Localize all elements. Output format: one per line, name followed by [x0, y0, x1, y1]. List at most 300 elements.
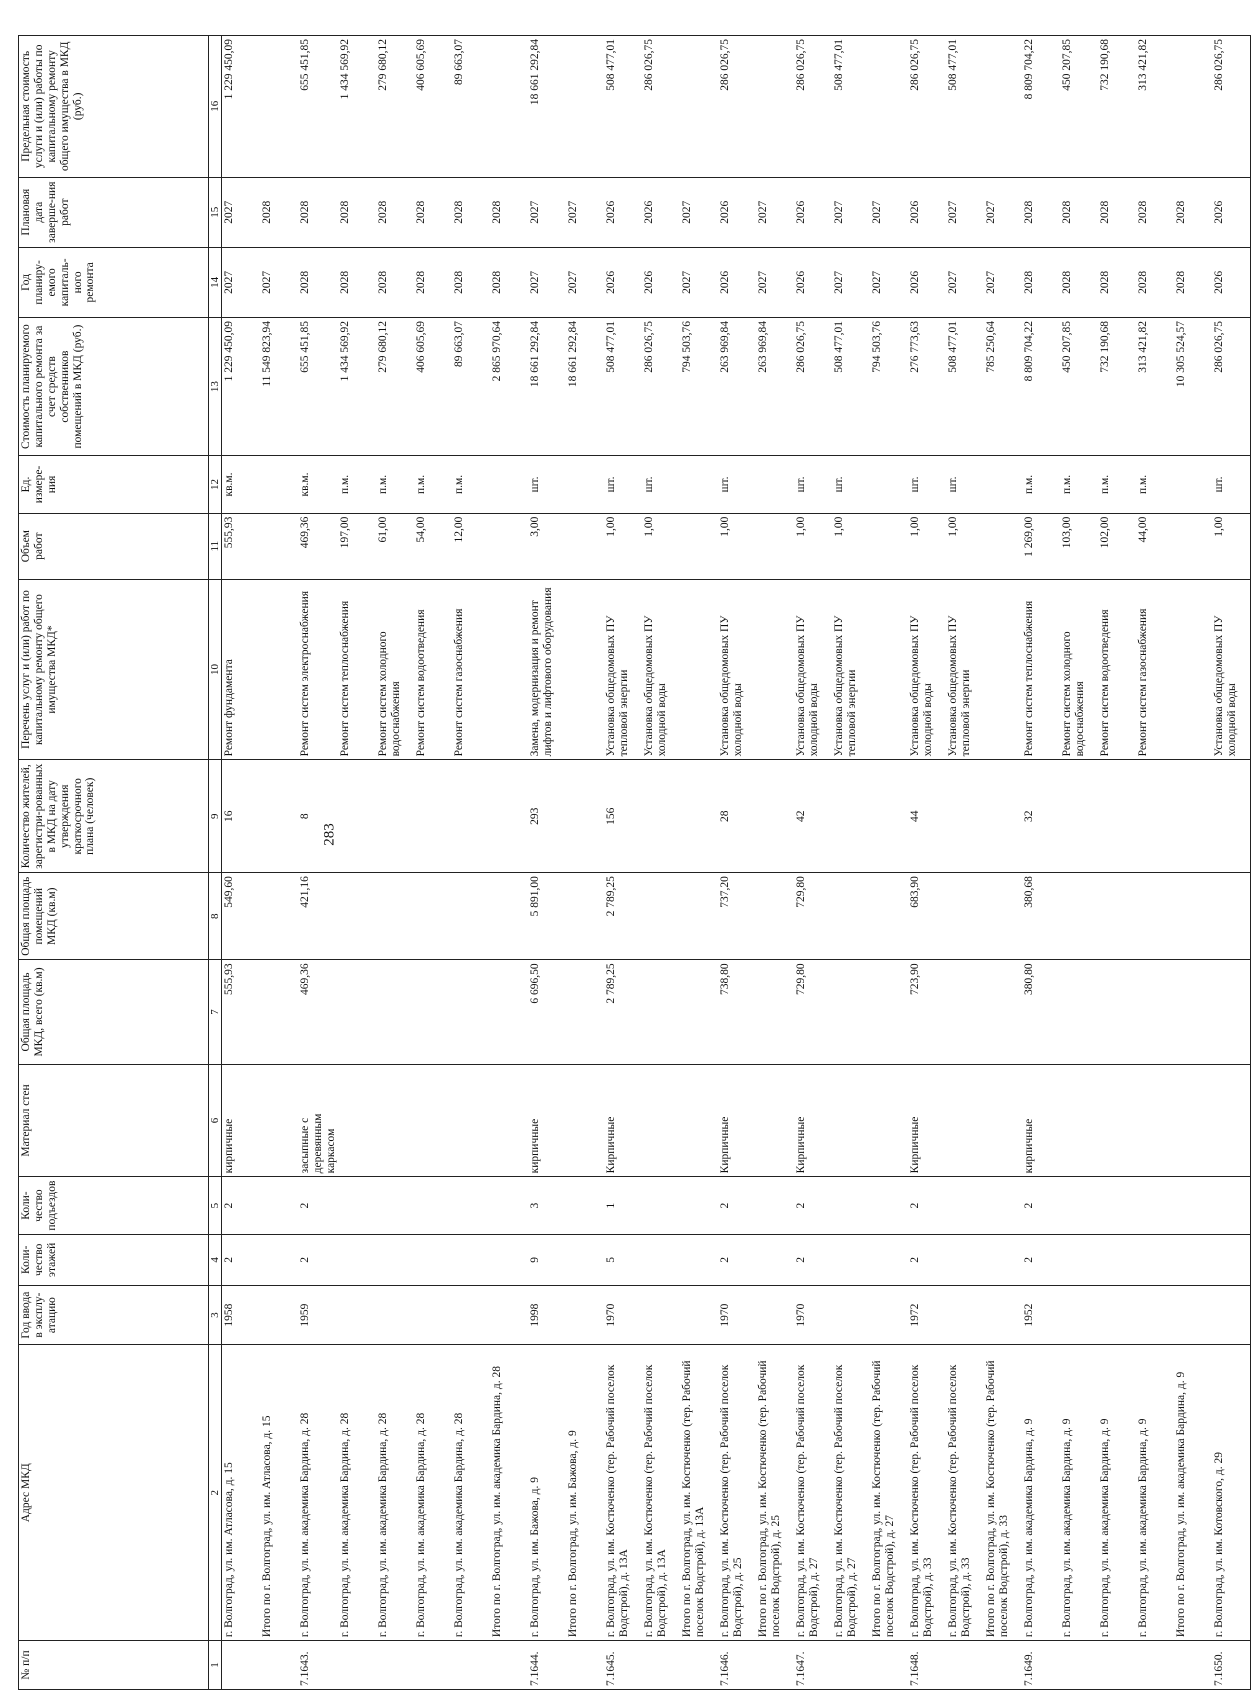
table-cell: [756, 1064, 794, 1177]
column-number-9: 9: [209, 760, 222, 873]
table-cell: 18 661 292,84: [528, 36, 566, 178]
table-cell: [680, 579, 718, 760]
table-cell: 2027: [566, 177, 604, 247]
table-cell: [338, 1234, 376, 1285]
table-cell: [1060, 1234, 1098, 1285]
table-cell: [756, 36, 794, 178]
column-header-6: Материал стен: [19, 1064, 209, 1177]
table-cell: Установка общедомовых ПУ холодной воды: [1212, 579, 1250, 760]
table-row: [1060, 36, 1098, 1690]
table-row: [298, 36, 339, 1690]
table-cell: [1212, 1234, 1250, 1285]
table-cell: [566, 1064, 604, 1177]
table-cell: [832, 1234, 870, 1285]
table-cell: 276 773,63: [908, 317, 946, 455]
table-cell: 2027: [870, 177, 908, 247]
table-cell: Итого по г. Волгоград, ул. им. Атласова, д. 15: [260, 1345, 298, 1641]
table-cell: [984, 513, 1022, 579]
table-cell: Итого по г. Волгоград, ул. им. академика Бардина, д. 9: [1174, 1345, 1212, 1641]
table-cell: 89 663,07: [452, 36, 490, 178]
table-cell: [376, 873, 414, 960]
table-cell: [566, 36, 604, 178]
table-cell: [376, 760, 414, 873]
table-cell: 794 503,76: [680, 317, 718, 455]
column-header-7: Общая площадь МКД, всего (кв.м): [19, 960, 209, 1064]
table-cell: 42: [794, 760, 832, 873]
table-cell: 380,68: [1022, 873, 1060, 960]
table-cell: 785 250,64: [984, 317, 1022, 455]
table-cell: 2: [718, 1234, 756, 1285]
table-cell: [870, 456, 908, 513]
table-cell: [946, 1177, 984, 1234]
column-header-4: Коли-чество этажей: [19, 1234, 209, 1285]
table-row: [338, 36, 376, 1690]
table-cell: г. Волгоград, ул. им. академика Бардина, д. 28: [338, 1345, 376, 1641]
table-cell: г. Волгоград, ул. им. академика Бардина, д. 28: [452, 1345, 490, 1641]
table-cell: Итого по г. Волгоград, ул. им. Костюченко (тер. Рабочий поселок Водстрой), д. 13А: [680, 1345, 718, 1641]
table-cell: [490, 1641, 528, 1690]
page-number: 283: [321, 823, 338, 846]
table-cell: Итого по г. Волгоград, ул. им. Костюченко (тер. Рабочий поселок Водстрой), д. 27: [870, 1345, 908, 1641]
table-cell: 8 809 704,22: [1022, 36, 1060, 178]
table-cell: [756, 579, 794, 760]
table-cell: 44,00: [1136, 513, 1174, 579]
capital-repair-table-wrapper: [18, 35, 1239, 1690]
table-cell: [870, 36, 908, 178]
table-cell: 2027: [528, 177, 566, 247]
table-cell: [376, 1064, 414, 1177]
column-number-row: [209, 36, 222, 1690]
table-cell: [680, 760, 718, 873]
table-cell: Установка общедомовых ПУ тепловой энергии: [832, 579, 870, 760]
table-cell: [452, 1285, 490, 1345]
table-cell: г. Волгоград, ул. им. академика Бардина, д. 9: [1098, 1345, 1136, 1641]
table-cell: [566, 1285, 604, 1345]
table-cell: [642, 1064, 680, 1177]
table-cell: [1060, 1641, 1098, 1690]
table-cell: 1,00: [1212, 513, 1250, 579]
table-cell: 313 421,82: [1136, 36, 1174, 178]
table-cell: [870, 760, 908, 873]
table-cell: [680, 1285, 718, 1345]
table-cell: 2028: [298, 247, 339, 317]
column-header-11: Объем работ: [19, 513, 209, 579]
table-cell: [832, 1285, 870, 1345]
column-number-13: 13: [209, 317, 222, 455]
table-cell: г. Волгоград, ул. им. Костюченко (тер. Рабочий поселок Водстрой), д. 33: [908, 1345, 946, 1641]
table-cell: 406 605,69: [414, 36, 452, 178]
table-cell: г. Волгоград, ул. им. академика Бардина, д. 28: [376, 1345, 414, 1641]
capital-repair-table: [18, 35, 1251, 1690]
table-cell: 1958: [222, 1285, 260, 1345]
table-cell: [946, 760, 984, 873]
table-cell: [756, 960, 794, 1064]
table-cell: г. Волгоград, ул. им. академика Бардина, д. 28: [298, 1345, 339, 1641]
table-cell: 2026: [794, 247, 832, 317]
table-cell: Кирпичные: [794, 1064, 832, 1177]
table-cell: [414, 1064, 452, 1177]
table-cell: [452, 1641, 490, 1690]
table-cell: [490, 873, 528, 960]
table-cell: [870, 873, 908, 960]
table-cell: [756, 1285, 794, 1345]
table-cell: 2027: [832, 177, 870, 247]
table-cell: 1959: [298, 1285, 339, 1345]
table-cell: 2: [222, 1234, 260, 1285]
table-row: [794, 36, 832, 1690]
table-cell: 2026: [1212, 177, 1250, 247]
table-cell: 508 477,01: [946, 36, 984, 178]
table-row: [946, 36, 984, 1690]
table-cell: 508 477,01: [604, 317, 642, 455]
table-cell: 2027: [756, 177, 794, 247]
table-cell: 2026: [642, 247, 680, 317]
table-cell: [946, 960, 984, 1064]
table-cell: Установка общедомовых ПУ холодной воды: [794, 579, 832, 760]
column-header-14: Год планиру-емого капиталь-ного ремонта: [19, 247, 209, 317]
table-cell: [832, 1177, 870, 1234]
header-row: [19, 36, 209, 1690]
column-header-13: Стоимость планируемого капитального ремонта за счет средств собственников помещений в МКД (руб.): [19, 317, 209, 455]
table-cell: 2028: [1098, 177, 1136, 247]
table-cell: Ремонт систем холодного водоснабжения: [376, 579, 414, 760]
table-cell: [680, 1641, 718, 1690]
table-cell: [452, 1177, 490, 1234]
table-cell: [490, 513, 528, 579]
table-cell: [1174, 579, 1212, 760]
table-cell: [756, 760, 794, 873]
table-cell: 286 026,75: [794, 36, 832, 178]
table-cell: 3,00: [528, 513, 566, 579]
table-cell: [870, 1177, 908, 1234]
table-cell: [566, 579, 604, 760]
table-cell: 313 421,82: [1136, 317, 1174, 455]
table-cell: [338, 1064, 376, 1177]
table-cell: 2027: [756, 247, 794, 317]
table-row: [604, 36, 642, 1690]
table-cell: шт.: [718, 456, 756, 513]
table-cell: 6 696,50: [528, 960, 566, 1064]
table-cell: кирпичные: [528, 1064, 566, 1177]
table-cell: 1970: [604, 1285, 642, 1345]
table-cell: 732 190,68: [1098, 317, 1136, 455]
table-cell: [756, 873, 794, 960]
table-cell: [946, 1234, 984, 1285]
column-number-6: 6: [209, 1064, 222, 1177]
table-cell: [222, 1641, 260, 1690]
table-cell: [756, 456, 794, 513]
table-cell: 1,00: [908, 513, 946, 579]
table-cell: [756, 1234, 794, 1285]
table-cell: кирпичные: [1022, 1064, 1060, 1177]
table-cell: 2: [908, 1234, 946, 1285]
table-cell: шт.: [642, 456, 680, 513]
table-cell: [1212, 1064, 1250, 1177]
table-cell: [490, 760, 528, 873]
table-cell: [566, 873, 604, 960]
table-row: [490, 36, 528, 1690]
table-cell: 2027: [870, 247, 908, 317]
table-cell: [1174, 1064, 1212, 1177]
table-cell: 2027: [984, 177, 1022, 247]
table-cell: [260, 1064, 298, 1177]
table-cell: [452, 873, 490, 960]
table-cell: 1,00: [946, 513, 984, 579]
table-cell: 1 229 450,09: [222, 36, 260, 178]
table-cell: г. Волгоград, ул. им. Котовского, д. 29: [1212, 1345, 1250, 1641]
table-cell: г. Волгоград, ул. им. Костюченко (тер. Рабочий поселок Водстрой), д. 13А: [642, 1345, 680, 1641]
table-cell: 655 451,85: [298, 317, 339, 455]
table-row: [908, 36, 946, 1690]
table-cell: шт.: [946, 456, 984, 513]
table-cell: Ремонт систем водоотведения: [1098, 579, 1136, 760]
table-cell: [756, 513, 794, 579]
table-cell: п.м.: [376, 456, 414, 513]
table-cell: 555,93: [222, 960, 260, 1064]
table-row: [222, 36, 260, 1690]
table-cell: 2028: [338, 247, 376, 317]
column-number-10: 10: [209, 579, 222, 760]
table-cell: 2: [908, 1177, 946, 1234]
table-cell: 2027: [984, 247, 1022, 317]
table-cell: [490, 456, 528, 513]
table-cell: [260, 513, 298, 579]
table-cell: 103,00: [1060, 513, 1098, 579]
table-cell: 28: [718, 760, 756, 873]
column-header-2: Адрес МКД: [19, 1345, 209, 1641]
table-cell: [642, 1234, 680, 1285]
table-cell: [338, 1177, 376, 1234]
table-cell: г. Волгоград, ул. им. Бажова, д. 9: [528, 1345, 566, 1641]
table-cell: [566, 456, 604, 513]
table-cell: [1098, 1064, 1136, 1177]
table-row: [718, 36, 756, 1690]
table-cell: [642, 760, 680, 873]
table-cell: 380,80: [1022, 960, 1060, 1064]
table-cell: [984, 760, 1022, 873]
table-cell: [1060, 1177, 1098, 1234]
table-cell: [680, 456, 718, 513]
table-cell: 293: [528, 760, 566, 873]
table-cell: [1212, 873, 1250, 960]
table-cell: [260, 1641, 298, 1690]
table-cell: 2: [298, 1234, 339, 1285]
table-cell: 508 477,01: [832, 36, 870, 178]
table-cell: 2026: [794, 177, 832, 247]
table-cell: [870, 1285, 908, 1345]
table-cell: [1136, 1234, 1174, 1285]
table-cell: г. Волгоград, ул. им. академика Бардина, д. 9: [1022, 1345, 1060, 1641]
table-cell: Ремонт систем теплоснабжения: [1022, 579, 1060, 760]
table-cell: [642, 1177, 680, 1234]
table-cell: 2028: [1136, 247, 1174, 317]
table-cell: [338, 1641, 376, 1690]
table-cell: 2026: [642, 177, 680, 247]
table-cell: 2028: [490, 247, 528, 317]
table-cell: [376, 960, 414, 1064]
table-cell: г. Волгоград, ул. им. Атласова, д. 15: [222, 1345, 260, 1641]
table-cell: Ремонт систем газоснабжения: [1136, 579, 1174, 760]
table-row: [870, 36, 908, 1690]
column-header-12: Ед. измере-ния: [19, 456, 209, 513]
table-cell: 732 190,68: [1098, 36, 1136, 178]
table-cell: 3: [528, 1177, 566, 1234]
table-cell: 729,80: [794, 960, 832, 1064]
table-cell: [870, 1064, 908, 1177]
table-cell: 555,93: [222, 513, 260, 579]
table-cell: [1098, 960, 1136, 1064]
table-cell: [452, 1064, 490, 1177]
table-cell: г. Волгоград, ул. им. Костюченко (тер. Рабочий поселок Водстрой), д. 27: [794, 1345, 832, 1641]
table-row: [756, 36, 794, 1690]
table-cell: 279 680,12: [376, 36, 414, 178]
table-cell: 2 789,25: [604, 873, 642, 960]
table-cell: 508 477,01: [946, 317, 984, 455]
table-cell: 7.1648.: [908, 1641, 946, 1690]
column-header-16: Предельная стоимость услуги и (или) работы по капитальному ремонту общего имущества в МКД (руб.): [19, 36, 209, 178]
table-cell: [376, 1177, 414, 1234]
table-cell: [260, 1285, 298, 1345]
table-row: [1212, 36, 1250, 1690]
table-cell: [566, 1234, 604, 1285]
table-cell: 1 434 569,92: [338, 36, 376, 178]
table-cell: 12,00: [452, 513, 490, 579]
table-cell: 89 663,07: [452, 317, 490, 455]
table-cell: 2: [298, 1177, 339, 1234]
table-cell: [1174, 760, 1212, 873]
table-cell: 286 026,75: [1212, 36, 1250, 178]
table-row: [642, 36, 680, 1690]
table-cell: 1998: [528, 1285, 566, 1345]
table-cell: п.м.: [338, 456, 376, 513]
table-cell: [490, 1285, 528, 1345]
table-cell: 44: [908, 760, 946, 873]
table-cell: 549,60: [222, 873, 260, 960]
table-cell: Итого по г. Волгоград, ул. им. Костюченко (тер. Рабочий поселок Водстрой), д. 33: [984, 1345, 1022, 1641]
table-cell: [260, 960, 298, 1064]
table-row: [832, 36, 870, 1690]
table-cell: 102,00: [1098, 513, 1136, 579]
column-header-10: Перечень услуг и (или) работ по капитальному ремонту общего имущества МКД*: [19, 579, 209, 760]
column-number-5: 5: [209, 1177, 222, 1234]
table-cell: [870, 960, 908, 1064]
table-cell: [414, 960, 452, 1064]
table-row: [260, 36, 298, 1690]
table-cell: 18 661 292,84: [528, 317, 566, 455]
table-cell: [984, 960, 1022, 1064]
table-cell: 7.1647.: [794, 1641, 832, 1690]
table-cell: г. Волгоград, ул. им. Костюченко (тер. Рабочий поселок Водстрой), д. 27: [832, 1345, 870, 1641]
table-row: [376, 36, 414, 1690]
table-row: [1174, 36, 1212, 1690]
table-cell: 32: [1022, 760, 1060, 873]
table-cell: 2027: [832, 247, 870, 317]
table-cell: [946, 1641, 984, 1690]
table-cell: 450 207,85: [1060, 36, 1098, 178]
table-cell: Замена, модернизация и ремонт лифтов и лифтового оборудования: [528, 579, 566, 760]
table-cell: [1136, 1064, 1174, 1177]
column-header-5: Коли-чество подъездов: [19, 1177, 209, 1234]
table-cell: 2028: [1022, 177, 1060, 247]
table-cell: 2028: [1174, 177, 1212, 247]
table-row: [984, 36, 1022, 1690]
column-number-3: 3: [209, 1285, 222, 1345]
table-cell: 2027: [680, 177, 718, 247]
table-cell: 2028: [1136, 177, 1174, 247]
table-cell: г. Волгоград, ул. им. Костюченко (тер. Рабочий поселок Водстрой), д. 25: [718, 1345, 756, 1641]
table-cell: [984, 1234, 1022, 1285]
column-number-4: 4: [209, 1234, 222, 1285]
table-cell: п.м.: [1136, 456, 1174, 513]
table-cell: 2027: [260, 247, 298, 317]
table-cell: [1212, 1285, 1250, 1345]
table-cell: 18 661 292,84: [566, 317, 604, 455]
table-cell: [1060, 760, 1098, 873]
table-cell: [260, 873, 298, 960]
table-cell: [870, 513, 908, 579]
table-row: [680, 36, 718, 1690]
table-cell: [260, 36, 298, 178]
table-cell: [260, 760, 298, 873]
table-cell: 2027: [222, 247, 260, 317]
table-cell: [1212, 1177, 1250, 1234]
table-cell: 2028: [414, 247, 452, 317]
table-cell: 11 549 823,94: [260, 317, 298, 455]
table-cell: [566, 960, 604, 1064]
table-cell: [260, 579, 298, 760]
table-cell: 263 969,84: [718, 317, 756, 455]
table-cell: 1952: [1022, 1285, 1060, 1345]
table-cell: 2026: [1212, 247, 1250, 317]
table-cell: [1136, 1177, 1174, 1234]
table-cell: 286 026,75: [794, 317, 832, 455]
table-cell: 9: [528, 1234, 566, 1285]
table-cell: [680, 513, 718, 579]
table-cell: Установка общедомовых ПУ холодной воды: [908, 579, 946, 760]
table-cell: 2028: [376, 177, 414, 247]
table-cell: [946, 873, 984, 960]
table-cell: 7.1643.: [298, 1641, 339, 1690]
table-cell: [338, 760, 376, 873]
table-cell: [1174, 873, 1212, 960]
table-row: [1136, 36, 1174, 1690]
table-cell: [566, 1177, 604, 1234]
table-cell: [414, 1234, 452, 1285]
table-cell: [984, 1064, 1022, 1177]
table-cell: г. Волгоград, ул. им. Костюченко (тер. Рабочий поселок Водстрой), д. 33: [946, 1345, 984, 1641]
column-number-12: 12: [209, 456, 222, 513]
table-cell: [832, 873, 870, 960]
table-cell: [1174, 36, 1212, 178]
table-cell: шт.: [908, 456, 946, 513]
table-cell: 2: [794, 1177, 832, 1234]
table-cell: [376, 1285, 414, 1345]
column-number-2: 2: [209, 1345, 222, 1641]
table-cell: 54,00: [414, 513, 452, 579]
table-cell: 8: [298, 760, 339, 873]
table-cell: [832, 760, 870, 873]
table-cell: Ремонт фундамента: [222, 579, 260, 760]
table-cell: 286 026,75: [718, 36, 756, 178]
table-cell: [832, 960, 870, 1064]
table-cell: 2028: [1060, 247, 1098, 317]
table-cell: 2026: [604, 247, 642, 317]
table-cell: Ремонт систем водоотведения: [414, 579, 452, 760]
table-cell: [1098, 873, 1136, 960]
table-cell: 2028: [452, 247, 490, 317]
table-cell: 263 969,84: [756, 317, 794, 455]
table-cell: 406 605,69: [414, 317, 452, 455]
